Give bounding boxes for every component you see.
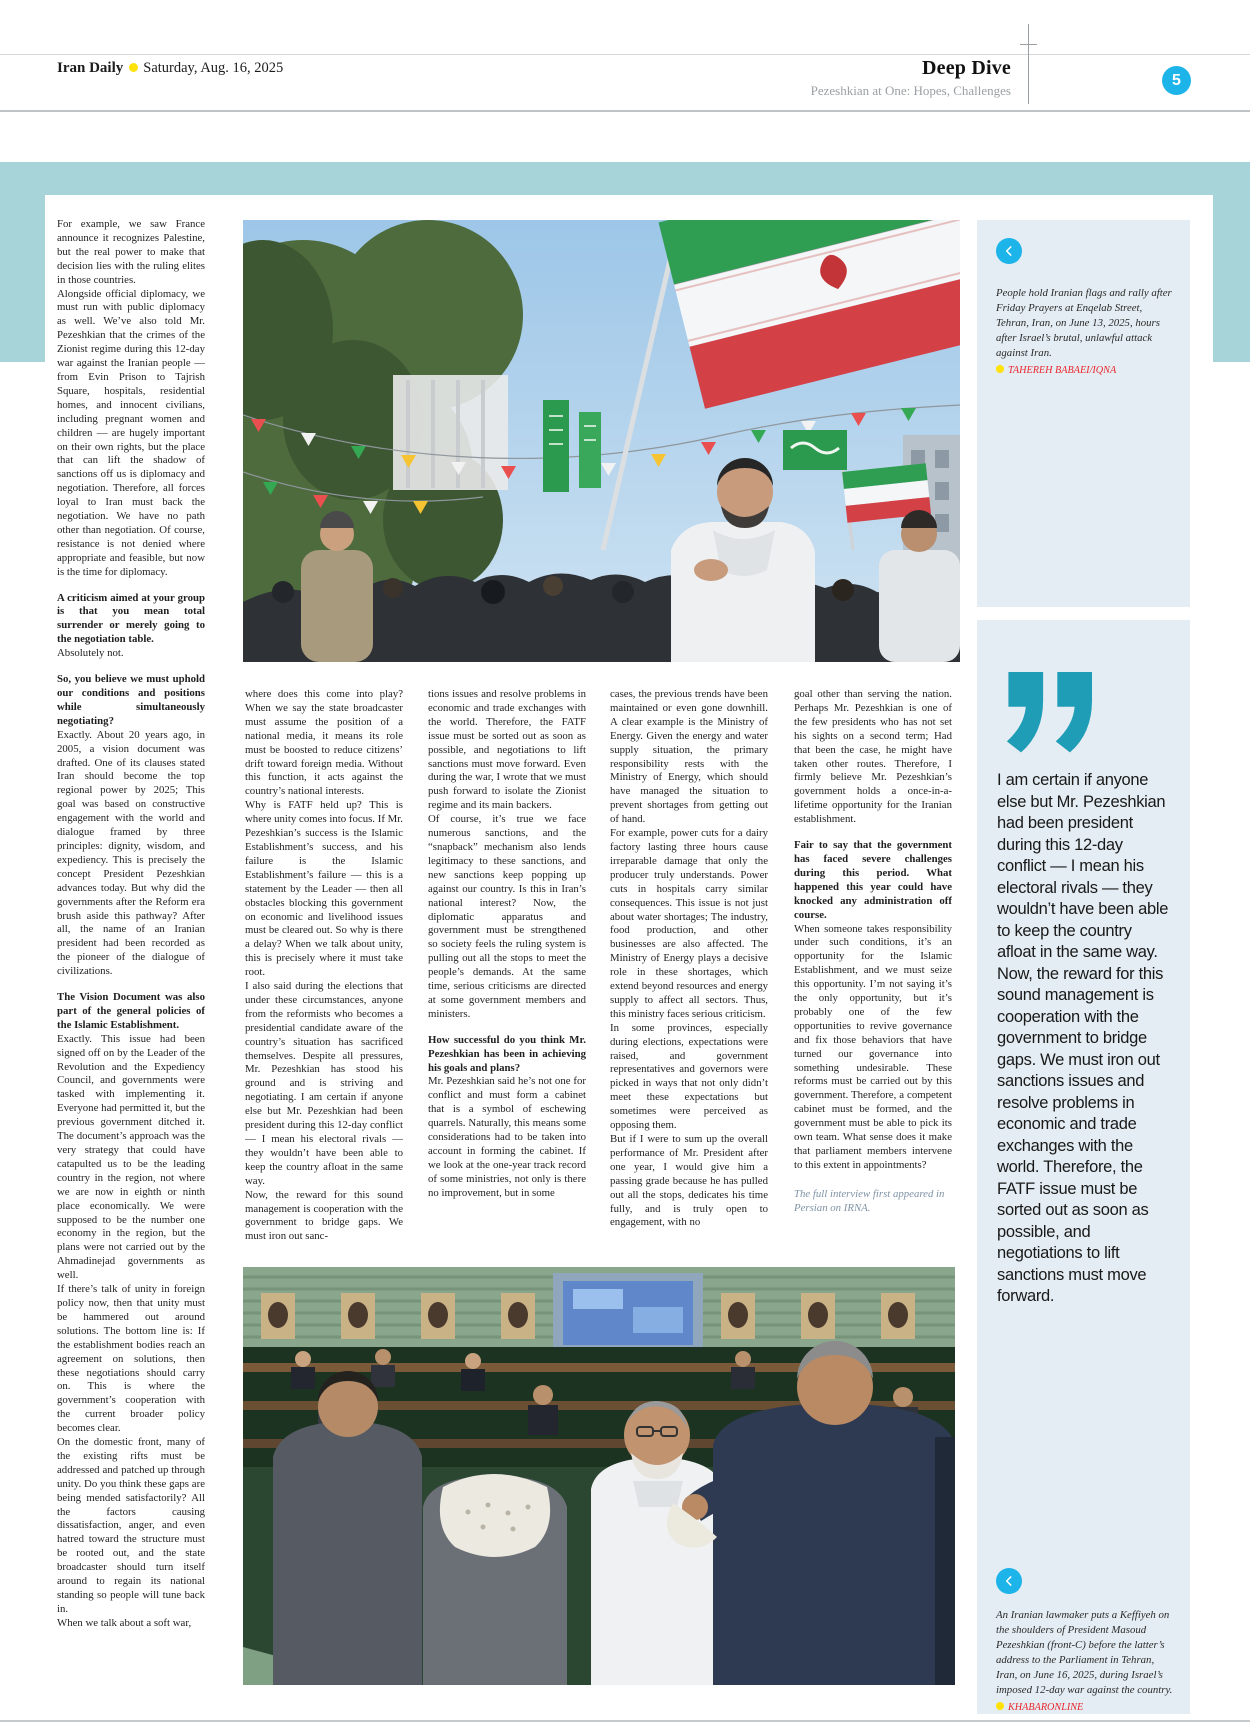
quote-mark-icon: [1003, 672, 1099, 759]
section-header: [711, 57, 1011, 99]
caption-collapse-button[interactable]: [996, 238, 1022, 264]
photo1-credit-text: TAHEREH BABAEI/IQNA: [1008, 365, 1117, 376]
photo2-credit: [996, 1701, 1174, 1715]
article-paragraph: Mr. Pezeshkian said he’s not one for conflict and must form a cabinet that is a symbol of eschewing quarrels. Naturally, this means some considerations had to be taken into account in forming the cabinet. If we look at the one-year track record of some ministries, not only is there no improvement, but in some: [428, 1075, 586, 1199]
photo1-caption: People hold Iranian flags and rally after Friday Prayers at Enqelab Street, Tehran, Iran, on June 13, 2025, hours after Israel’s brutal, unlawful attack against Iran.: [996, 287, 1172, 359]
article-paragraph: Now, the reward for this sound management is cooperation with the government to bridge gaps. We must iron out sanc-: [245, 1188, 403, 1243]
article-paragraph: goal other than serving the nation. Perhaps Mr. Pezeshkian is one of the few presidents who has not set his sights on a second term; Had that been the case, he might have taken other routes. Therefore, I firmly believe Mr. Pezeshkian’s government holds a once-in-a-lifetime opportunity for the Iranian establishment.: [794, 688, 952, 826]
photo2-credit-text: KHABARONLINE: [1008, 1702, 1084, 1713]
article-paragraph: Exactly. About 20 years ago, in 2005, a vision document was drafted. One of its clauses stated Iran should become the top regional power by 2025; This goal was based on constructive engagement with the world and dialogue framed by three principles: dignity, wisdom, and expediency. This is precisely the concept President Pezeshkian advances today. But why did the governments after the Reform era brush aside this pathway? After all, the name of an Iranian president had been recorded as the pioneer of the dialogue of civilizations.: [57, 728, 205, 978]
article-paragraph: Why is FATF held up? This is where unity comes into focus. If Mr. Pezeshkian’s success is the Islamic Establishment’s success, and his failure is the Islamic Establishment’s failure — this is a statement by the Leader — then all obstacles blocking this government on economic and livelihood issues must be cleared out. So why is there a delay? When we talk about unity, this is precisely where it must take root.: [245, 799, 403, 979]
interview-question: A criticism aimed at your group is that you mean total surrender or merely going to the negotiation table.: [57, 591, 205, 646]
caption-collapse-button-2[interactable]: [996, 1568, 1022, 1594]
interview-question: So, you believe we must uphold our conditions and positions while simultaneously negotiating?: [57, 673, 205, 727]
source-note: The full interview first appeared in Persian on IRNA.: [794, 1187, 945, 1214]
article-paragraph: Exactly. This issue had been signed off on by the Leader of the Revolution and the Expediency Council, and governments were tasked with implementing it. Everyone had permitted it, but the previous government ditched it. The document’s approach was the very strategy that could have catapulted us to be the leading country in the region, not where we are now in eighth or ninth place economically. We were supposed to be the number one economy in the region, but the plans were not carried out by the Ahmadinejad governments as well.: [57, 1032, 205, 1282]
pull-quote-panel: [977, 620, 1190, 1714]
article-paragraph: cases, the previous trends have been maintained or even gone downhill. A clear example is the Ministry of Energy. Given the energy and water supply situation, the primary responsibility rests with the Ministry of Energy, which should have managed the situation to prevent shortages from getting out of hand.: [610, 688, 768, 826]
header-divider: [1028, 24, 1029, 104]
article-column-4: [610, 688, 768, 1254]
masthead-dot-icon: [129, 63, 138, 72]
photo-flag-rally-illustration: [243, 220, 960, 662]
top-rule: [0, 54, 1250, 55]
photo1-credit: [996, 364, 1172, 378]
photo1-caption-box: [977, 220, 1190, 607]
article-column-2: [245, 688, 403, 1254]
plus-crop-mark: [1020, 44, 1037, 45]
article-paragraph: When someone takes responsibility under such conditions, it’s an opportunity for the Islamic Establishment, and we must seize this opportunity. I’m not saying it’s the only opportunity, but it’s probably one of the few opportunities to revive governance and fix those behaviors that have turned our governance into something undesirable. These reforms must be carried out by this government. Therefore, a competent cabinet must be formed, and the government must be able to pick its own team. What sense does it make that parliament members intervene to this extent in appointments?: [794, 922, 952, 1171]
issue-date: Saturday, Aug. 16, 2025: [143, 60, 284, 76]
photo-parliament-keffiyeh: [243, 1267, 955, 1685]
credit-dot-icon: [996, 365, 1004, 373]
interview-question: Fair to say that the government has faced severe challenges during this period. What happened this year could have knocked any administration off course.: [794, 839, 952, 921]
article-paragraph: where does this come into play? When we say the state broadcaster must assume the position of a national media, it means its role must be boosted to reduce citizens’ drift toward foreign media. Without this function, it acts against the country’s national interests.: [245, 688, 403, 798]
article-column-3: [428, 688, 586, 1254]
article-paragraph: When we talk about a soft war,: [57, 1616, 192, 1629]
article-paragraph: Absolutely not.: [57, 647, 124, 660]
credit-dot-icon: [996, 1702, 1004, 1710]
pull-quote: I am certain if anyone else but Mr. Pezeshkian had been president during this 12-day conflict — I mean his electoral rivals — they wouldn’t have been able to keep the country afloat in the same way. Now, the reward for this sound management is cooperation with the government to bridge gaps. We must iron out sanctions issues and resolve problems in economic and trade exchanges with the world. Therefore, the FATF issue must be sorted out as soon as possible, and negotiations to lift sanctions must move forward.: [997, 771, 1169, 1305]
interview-question: The Vision Document was also part of the general policies of the Islamic Establishment.: [57, 991, 205, 1031]
article-paragraph: Alongside official diplomacy, we must run with public diplomacy as well. We’ve also told Mr. Pezeshkian that the crimes of the Zionist regime during this 12-day war against the Iranian people — from Evin Prison to Tajrish Square, hospitals, residential homes, and innocent civilians, including pregnant women and children — are hugely important on their own rights, but the place that can lift the shadow of sanctions off us is diplomacy and negotiation. Therefore, all forces loyal to Iran must back the negotiation. We have no path other than negotiation. Of course, resistance is not denied where appropriate and feasible, but now is the time for diplomacy.: [57, 287, 205, 578]
article-paragraph: If there’s talk of unity in foreign policy now, then that unity must be hammered out around solutions. The bottom line is: If the establishment bodies reach an agreement on solutions, then these negotiations should carry on. This is where the government’s cooperation with the current broader policy becomes clear.: [57, 1283, 205, 1435]
article-paragraph: For example, we saw France announce it recognizes Palestine, but the real power to make that decision lies with the ruling elites in those countries.: [57, 218, 205, 286]
photo2-caption-wrap: [996, 1608, 1174, 1715]
photo-flag-rally: [243, 220, 960, 662]
footer-rule: [0, 1720, 1250, 1722]
article-paragraph: tions issues and resolve problems in economic and trade exchanges with the world. Therefore, the FATF issue must be sorted out as soon as possible, and negotiations to lift sanctions must move forward. Even during the war, I wrote that we must push forward to isolate the Zionist regime and its main backers.: [428, 688, 586, 812]
masthead: [57, 60, 283, 77]
article-paragraph: On the domestic front, many of the existing rifts must be addressed and patched up through unity. Do you think these gaps are being mended satisfactorily? All the factors causing dissatisfaction, anger, and even hatred toward the structure must be rooted out, and the state broadcaster should turn itself around to regain its national standing so people will tune back in.: [57, 1436, 205, 1615]
photo-parliament-illustration: [243, 1267, 955, 1685]
chevron-left-icon: [1002, 1574, 1016, 1588]
section-title: Deep Dive: [922, 57, 1011, 79]
article-column-1: [57, 218, 205, 1683]
page-number-badge: 5: [1162, 66, 1191, 95]
article-paragraph: I also said during the elections that under these circumstances, anyone from the reformists who becomes a presidential candidate aware of the country’s situation has sacrificed themselves. Despite all pressures, Mr. Pezeshkian has stood his ground and is striving and negotiating. I am certain if anyone else but Mr. Pezeshkian had been president during this 12-day conflict — I mean his electoral rivals — they wouldn’t have been able to keep the country afloat in the same way.: [245, 980, 403, 1187]
section-subtitle: Pezeshkian at One: Hopes, Challenges: [810, 83, 1011, 98]
article-paragraph: For example, power cuts for a dairy factory lasting three hours cause irreparable damage that only the producer truly understands. Power cuts in hospitals carry similar consequences. This issue is not just about water shortages; The industry, food production, and other businesses are also affected. The Ministry of Energy plays a decisive role in these shortages, which extend beyond resources and energy supply to affect all sectors. Thus, this ministry faces serious criticism.: [610, 827, 768, 1020]
header-rule: [0, 110, 1250, 112]
photo1-caption-wrap: [996, 286, 1172, 378]
masthead-title: Iran Daily: [57, 60, 124, 76]
article-paragraph: But if I were to sum up the overall performance of Mr. President after one year, I would give him a passing grade because he has pulled out all the stops, dedicates his time fully, and is truly open to engagement, with no: [610, 1133, 768, 1229]
article-paragraph: In some provinces, especially during elections, expectations were raised, and government representatives and governors were picked in ways that not only didn’t meet these expectations but sometimes were perceived as opposing them.: [610, 1021, 768, 1132]
article-column-5: [794, 688, 952, 1254]
photo2-caption: An Iranian lawmaker puts a Keffiyeh on the shoulders of President Masoud Pezeshkian (front-C) before the latter’s address to the Parliament in Tehran, Iran, on June 16, 2025, during Israel’s imposed 12-day war against the country.: [996, 1609, 1173, 1696]
chevron-left-icon: [1002, 244, 1016, 258]
article-paragraph: Of course, it’s true we face numerous sanctions, and the “snapback” mechanism also lends legitimacy to these sanctions, and new sanctions keep popping up against our country. Is this in Iran’s national interest? Now, the diplomatic apparatus and government must be strengthened so society feels the ruling system is pulling out all the stops to meet the people’s demands. At the same time, serious criticisms are directed at some government members and ministers.: [428, 813, 586, 1020]
interview-question: How successful do you think Mr. Pezeshkian has been in achieving his goals and plans?: [428, 1033, 586, 1074]
